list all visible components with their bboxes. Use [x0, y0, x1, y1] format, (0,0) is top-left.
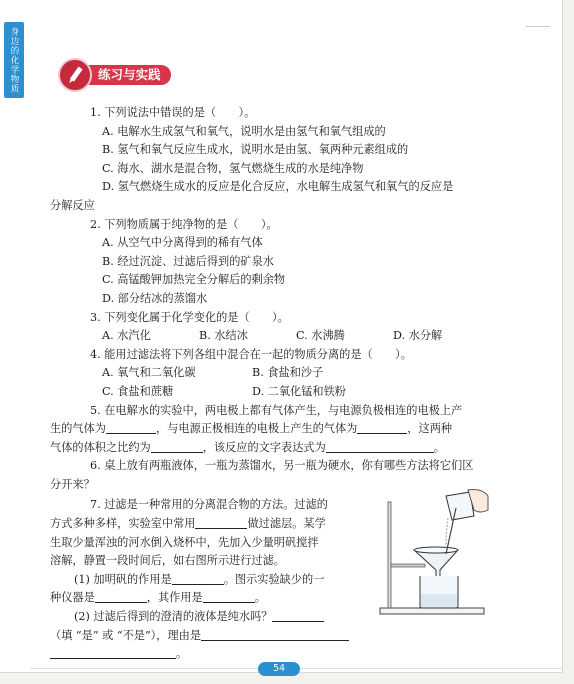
answer-blank[interactable] — [201, 628, 349, 641]
question-1 — [50, 104, 524, 216]
question-line — [50, 627, 524, 646]
answer-blank[interactable] — [203, 590, 255, 603]
question-2 — [66, 216, 524, 309]
answer-blank[interactable] — [272, 609, 324, 622]
option-d: D. 二氧化锰和铁粉 — [252, 384, 346, 398]
text: 。图示实验缺少的一 — [223, 572, 325, 586]
page-number: 54 — [258, 662, 300, 676]
question-line — [50, 439, 524, 458]
text: 种仪器是 — [50, 591, 95, 605]
question-line: 7. 过滤是一种常用的分离混合物的方法。过滤的 — [90, 498, 328, 512]
question-line: 生取少量浑浊的河水倒入烧杯中，先加入少量明矾搅拌 — [50, 535, 319, 549]
answer-blank[interactable] — [357, 421, 407, 434]
question-line: 6. 桌上放有两瓶液体，一瓶为蒸馏水，另一瓶为硬水，你有哪些方法将它们区 — [90, 459, 474, 473]
option-a: A. 从空气中分离得到的稀有气体 — [102, 236, 263, 250]
question-stem: 2. 下列物质属于纯净物的是（ ）。 — [90, 217, 278, 231]
option-d: D. 部分结冰的蒸馏水 — [102, 291, 208, 305]
question-3 — [66, 309, 524, 346]
question-line: 溶解，静置一段时间后，如右图所示进行过滤。 — [50, 554, 285, 568]
text: 做过滤层。某学 — [247, 517, 326, 531]
option-b: B. 水结冰 — [199, 329, 248, 343]
filtration-apparatus-illustration — [376, 488, 492, 618]
question-line: 分开来？ — [50, 477, 95, 491]
filtrate — [421, 594, 457, 607]
option-row — [66, 364, 524, 383]
option-c: C. 水沸腾 — [296, 329, 345, 343]
text: 。 — [433, 440, 445, 454]
answer-blank[interactable] — [195, 516, 247, 529]
question-5 — [50, 402, 524, 458]
option-a: A. 电解水生成氢气和氧气，说明水是由氢气和氧气组成的 — [102, 124, 386, 138]
text: ，其作用是 — [146, 591, 203, 605]
option-d: D. 氢气燃烧生成水的反应是化合反应，水电解生成氢气和氧气的反应是 — [102, 180, 454, 194]
question-stem: 1. 下列说法中错误的是（ ）。 — [90, 106, 256, 119]
stand-base — [380, 608, 484, 614]
ring-clamp — [391, 564, 425, 567]
text: 。 — [254, 591, 266, 605]
top-right-rule — [526, 18, 550, 27]
liquid-stream — [446, 518, 448, 546]
option-d-continued: 分解反应 — [50, 198, 95, 212]
option-a: A. 水汽化 — [102, 329, 151, 343]
text: 方式多种多样，实验室中常用 — [50, 517, 196, 531]
question-4 — [66, 346, 524, 402]
option-b: B. 氢气和氧气反应生成水，说明水是由氢、氧两种元素组成的 — [102, 143, 409, 157]
chapter-side-tab-label: 身边的化学物质 — [9, 26, 19, 94]
section-title: 练习与实践 — [80, 65, 171, 85]
chapter-side-tab — [4, 22, 24, 98]
pencil-icon — [58, 58, 92, 92]
option-a: A. 氧气和二氧化碳 — [102, 366, 196, 380]
text: ，该反应的文字表达式为 — [202, 440, 326, 454]
answer-blank[interactable] — [106, 421, 156, 434]
option-row — [66, 383, 524, 402]
text: ，与电源正极相连的电极上产生的气体为 — [155, 422, 358, 436]
text: (2) 过滤后得到的澄清的液体是纯水吗？ — [74, 610, 273, 624]
funnel-rim — [414, 547, 458, 553]
text: ，这两种 — [407, 422, 453, 436]
question-stem: 4. 能用过滤法将下列各组中混合在一起的物质分离的是（ ）。 — [90, 347, 412, 361]
option-row — [66, 327, 524, 346]
answer-blank[interactable] — [151, 440, 203, 453]
text: （填 “是” 或 “不是”），理由是 — [50, 628, 202, 642]
text: 气体的体积之比约为 — [50, 440, 151, 454]
text: 。 — [176, 647, 188, 661]
option-c: C. 高锰酸钾加热完全分解后的剩余物 — [102, 273, 286, 287]
option-b: B. 食盐和沙子 — [252, 366, 324, 380]
option-c: C. 海水、湖水是混合物，氢气燃烧生成的水是纯净物 — [102, 161, 364, 175]
section-banner — [58, 58, 190, 92]
answer-blank[interactable] — [50, 646, 176, 659]
question-line — [50, 420, 524, 439]
answer-blank[interactable] — [172, 572, 224, 585]
question-line: 5. 在电解水的实验中，两电极上都有气体产生，与电源负极相连的电极上产 — [90, 403, 463, 417]
text: (1) 加明矾的作用是 — [74, 572, 172, 586]
text: 生的气体为 — [50, 422, 106, 436]
stand-rod — [388, 502, 391, 608]
option-b: B. 经过沉淀、过滤后得到的矿泉水 — [102, 254, 274, 268]
option-c: C. 食盐和蔗糖 — [102, 384, 174, 398]
answer-blank[interactable] — [326, 440, 434, 453]
question-stem: 3. 下列变化属于化学变化的是（ ）。 — [90, 310, 289, 324]
answer-blank[interactable] — [95, 590, 147, 603]
option-d: D. 水分解 — [393, 329, 443, 343]
